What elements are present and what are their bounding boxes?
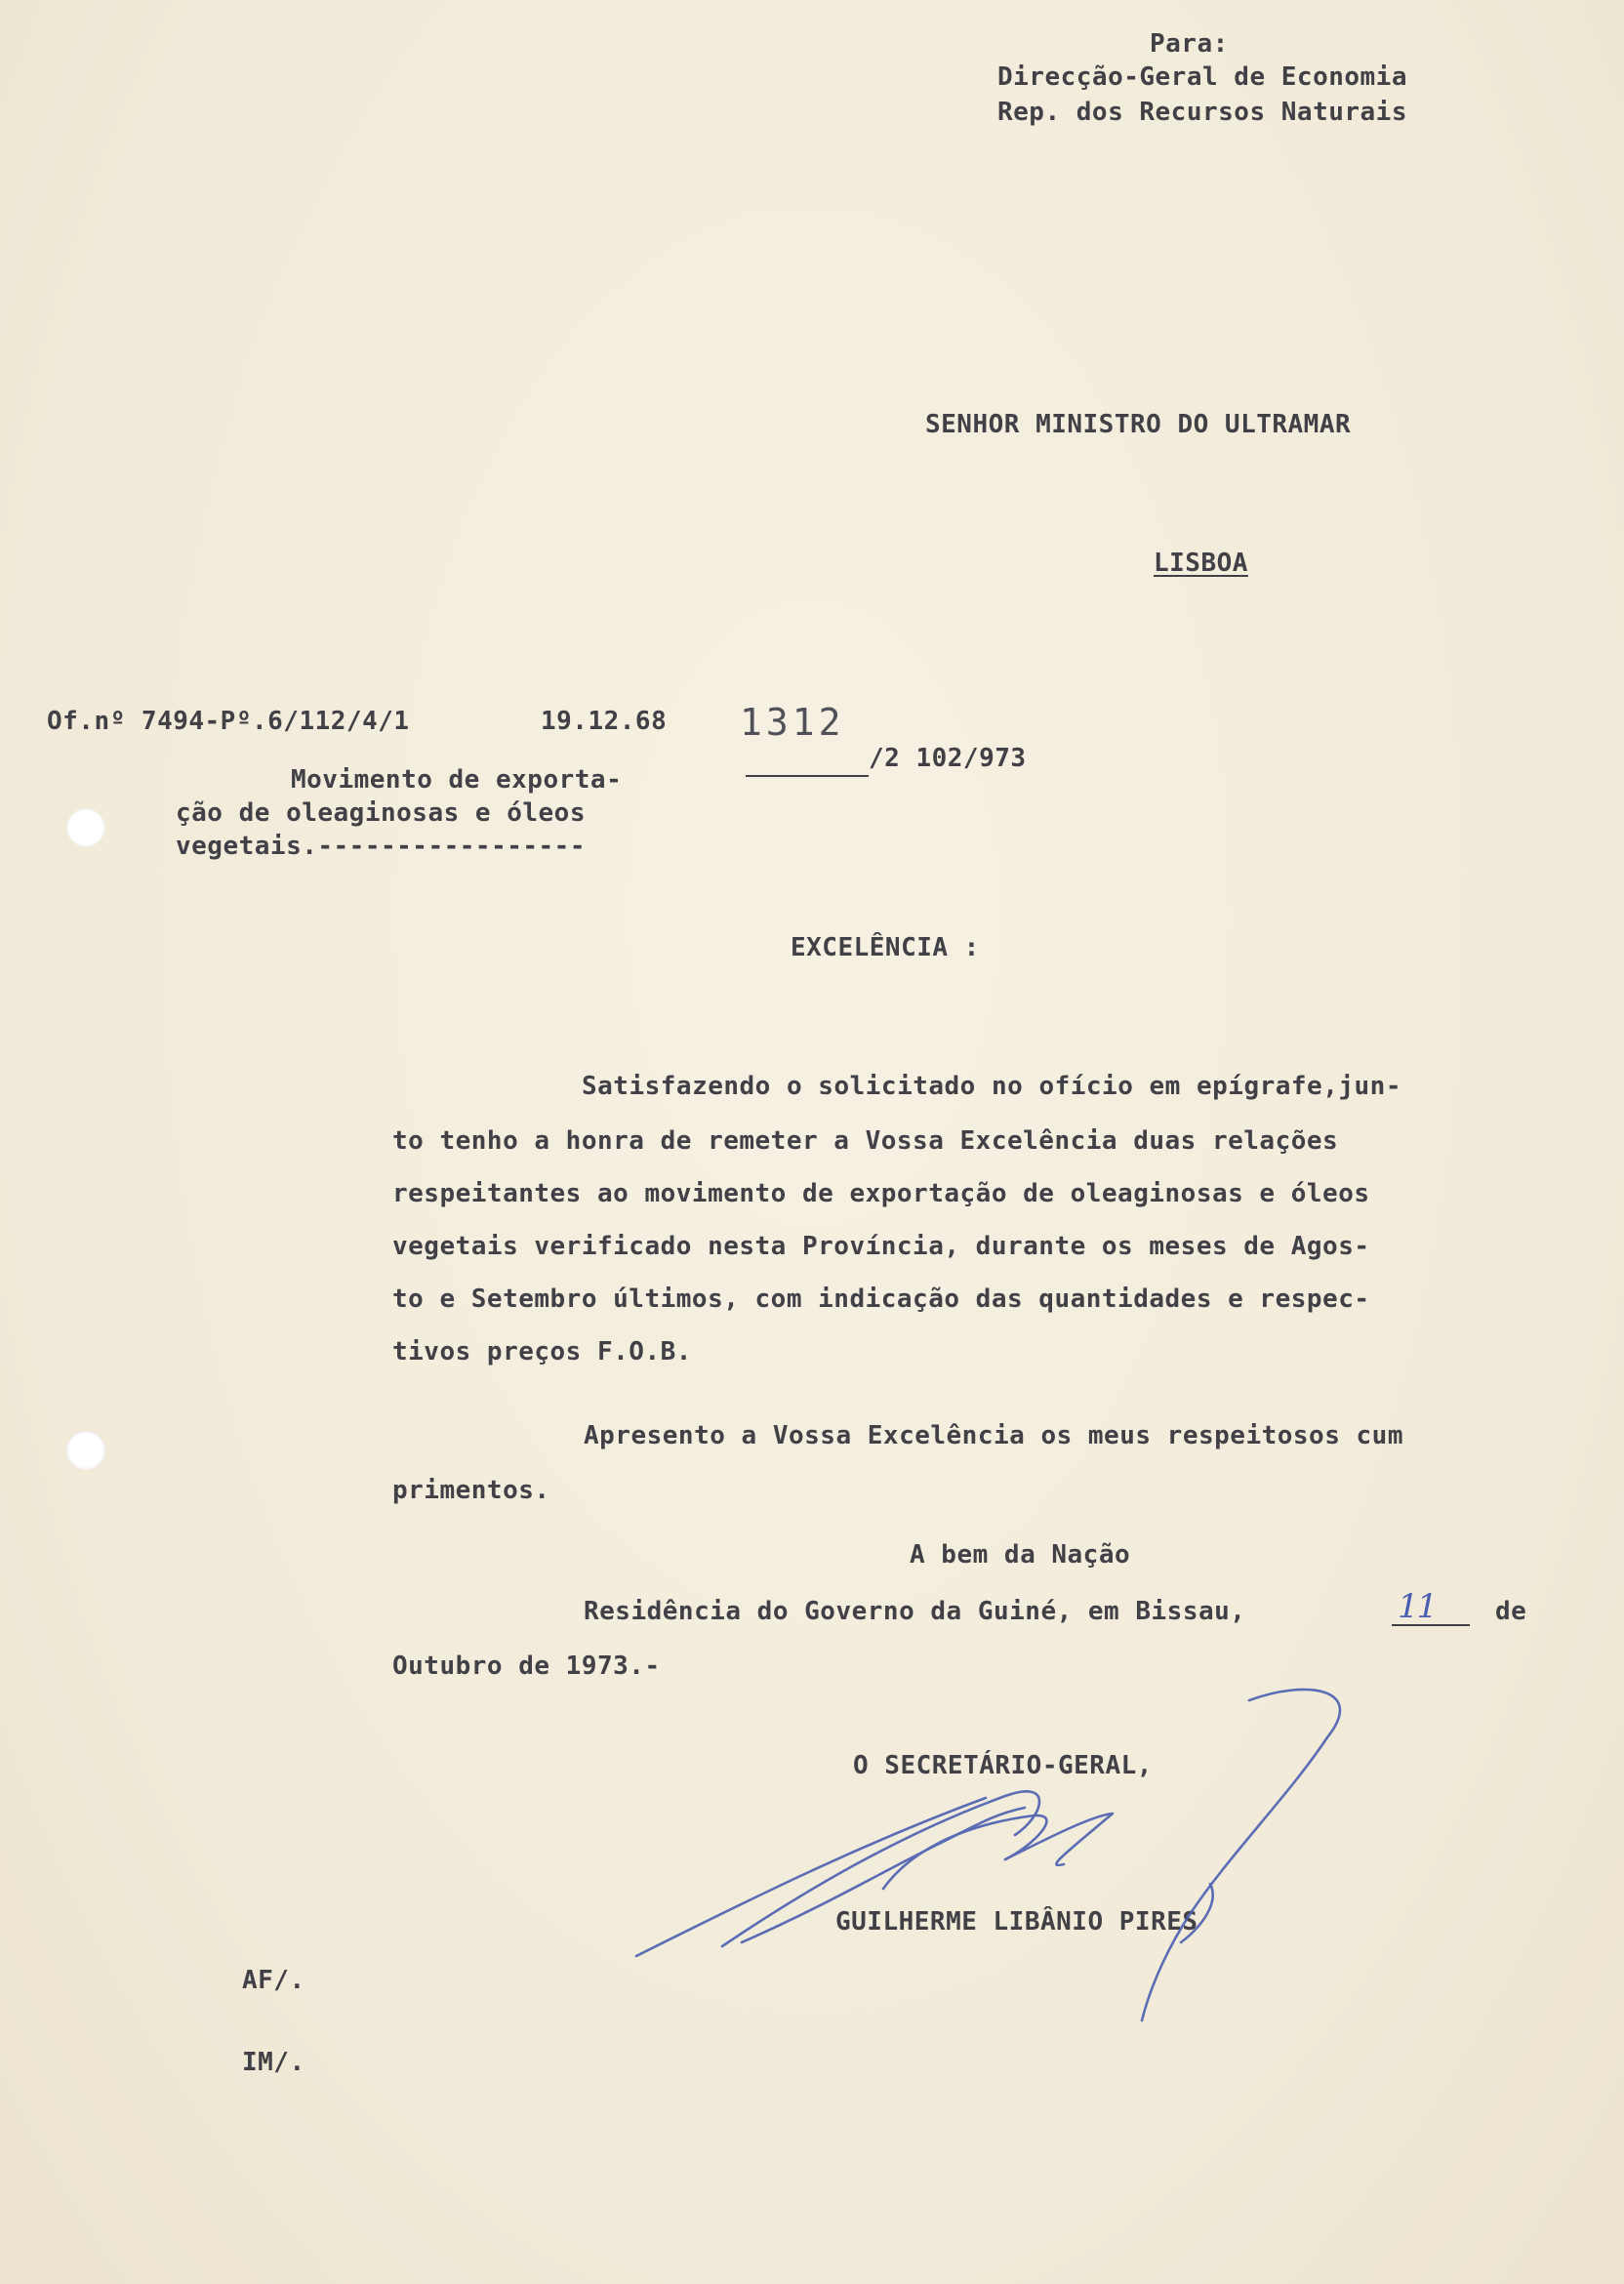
reference-date: 19.12.68 (541, 707, 668, 736)
body-p1-line-2: to tenho a honra de remeter a Vossa Excelência duas relações (392, 1126, 1339, 1156)
subject-line-3: vegetais.----------------- (176, 832, 586, 861)
address-line-2: Rep. dos Recursos Naturais (997, 98, 1407, 127)
signature-name: GUILHERME LIBÂNIO PIRES (835, 1907, 1198, 1937)
signature-title: O SECRETÁRIO-GERAL, (853, 1751, 1153, 1780)
stamp-number: 1312 (740, 701, 845, 744)
recipient-city: LISBOA (1154, 549, 1248, 578)
closing-de: de (1495, 1597, 1527, 1626)
office-reference: Of.nº 7494-Pº.6/112/4/1 (47, 707, 410, 736)
closing-date-line: Outubro de 1973.- (392, 1652, 661, 1681)
subject-line-2: ção de oleaginosas e óleos (176, 798, 586, 828)
closing-day-handwritten: 11 (1398, 1587, 1437, 1626)
initials-line-1: AF/. (242, 1966, 305, 1995)
recipient-title: SENHOR MINISTRO DO ULTRAMAR (925, 410, 1352, 439)
our-reference: /2 102/973 (869, 744, 1027, 773)
body-p1-line-4: vegetais verificado nesta Província, durante os meses de Agos- (392, 1232, 1370, 1261)
closing-motto: A bem da Nação (910, 1540, 1131, 1570)
body-p2-line-2: primentos. (392, 1476, 550, 1505)
address-to-label: Para: (1150, 29, 1229, 59)
address-line-1: Direcção-Geral de Economia (997, 62, 1407, 92)
body-p1-line-1: Satisfazendo o solicitado no ofício em epígrafe,jun- (582, 1072, 1401, 1101)
body-p1-line-5: to e Setembro últimos, com indicação das quantidades e respec- (392, 1285, 1370, 1314)
body-p1-line-6: tivos preços F.O.B. (392, 1337, 692, 1366)
salutation: EXCELÊNCIA : (791, 933, 980, 962)
body-p1-line-3: respeitantes ao movimento de exportação de oleaginosas e óleos (392, 1179, 1370, 1208)
body-p2-line-1: Apresento a Vossa Excelência os meus respeitosos cum (584, 1421, 1403, 1450)
subject-line-1: Movimento de exporta- (291, 765, 623, 795)
closing-place: Residência do Governo da Guiné, em Bissau, (584, 1597, 1246, 1626)
initials-line-2: IM/. (242, 2048, 305, 2077)
